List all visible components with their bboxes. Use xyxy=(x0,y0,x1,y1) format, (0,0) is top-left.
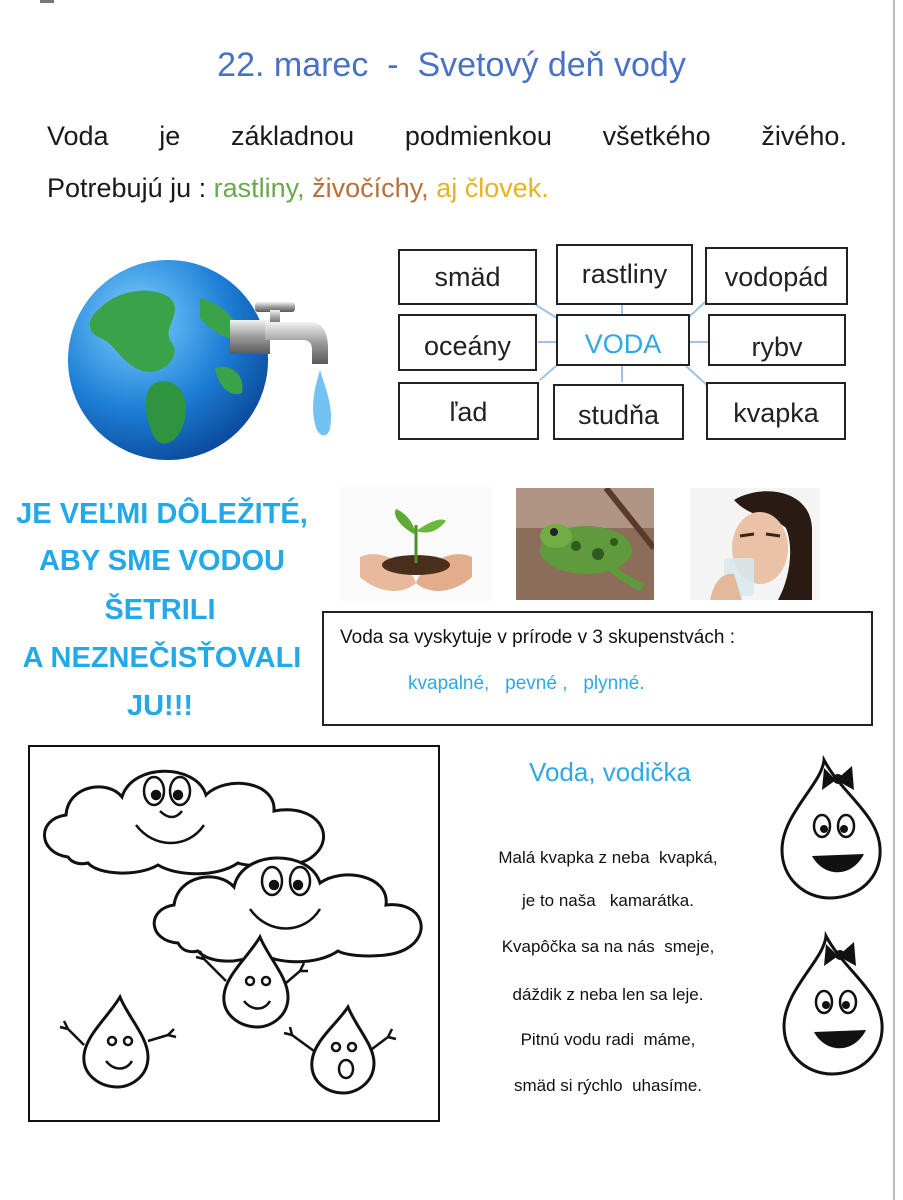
word-box-smad xyxy=(398,249,537,305)
poem-line: Malá kvapka z neba kvapká, xyxy=(498,848,718,867)
word-box-kvapka xyxy=(706,382,846,440)
word-label: rybv xyxy=(751,332,803,362)
intro-word: podmienkou xyxy=(404,121,552,151)
word-box-studna xyxy=(553,384,684,440)
plant-in-hands-photo xyxy=(340,487,492,601)
word-label: rastliny xyxy=(581,259,668,289)
word-label: studňa xyxy=(577,400,660,430)
word-box-ryby xyxy=(708,314,846,366)
intro-text xyxy=(47,110,847,214)
clouds-and-drops-coloring-picture xyxy=(28,745,440,1122)
globe-faucet-illustration xyxy=(60,258,350,468)
word-box-oceany xyxy=(398,314,537,371)
intro-prefix: Potrebujú ju : xyxy=(47,173,214,203)
water-states-list: kvapalné, pevné , plynné. xyxy=(408,673,645,694)
intro-word: je xyxy=(159,121,181,151)
water-states-text: Voda sa vyskytuje v prírode v 3 skupenstvách : xyxy=(340,627,735,648)
intro-word: živého. xyxy=(761,121,847,151)
word-label: kvapka xyxy=(733,398,819,428)
word-box-lad xyxy=(398,382,539,440)
intro-word: základnou xyxy=(231,121,355,151)
water-states-box xyxy=(322,611,873,726)
word-map-center-voda xyxy=(556,314,690,366)
poem-line: Pitnú vodu radi máme, xyxy=(520,1030,696,1049)
page-title: 22. marec - Svetový deň vody xyxy=(217,46,686,84)
word-label: smäd xyxy=(434,262,501,292)
needs-animals: živočíchy, xyxy=(312,173,429,203)
needs-plants: rastliny, xyxy=(213,173,305,203)
drop-character-top xyxy=(772,754,890,904)
slogan-line: ŠETRILI xyxy=(104,594,216,626)
poem-line: Kvapôčka sa na nás smeje, xyxy=(501,937,715,956)
intro-word: Voda xyxy=(47,121,109,151)
word-label: oceány xyxy=(423,331,512,361)
woman-drinking-photo xyxy=(690,488,820,600)
word-label: vodopád xyxy=(724,262,829,292)
poem-line: smäd si rýchlo uhasíme. xyxy=(513,1076,702,1095)
slogan-line: JU!!! xyxy=(126,690,194,722)
slogan-line: A NEZNEČISŤOVALI xyxy=(22,642,302,674)
needs-human: aj človek. xyxy=(436,173,549,203)
word-label: ľad xyxy=(449,397,488,427)
slogan-line: ABY SME VODOU xyxy=(38,545,285,577)
poem-title: Voda, vodička xyxy=(529,757,691,787)
poem-line: je to naša kamarátka. xyxy=(522,891,694,910)
frog-photo xyxy=(516,488,654,600)
center-label: VODA xyxy=(584,329,662,359)
word-box-vodopad xyxy=(705,247,848,305)
drop-character-bottom xyxy=(774,930,892,1080)
intro-line-2 xyxy=(47,162,847,214)
intro-word: všetkého xyxy=(602,121,711,151)
intro-line-1 xyxy=(47,110,847,162)
word-box-rastliny xyxy=(556,244,693,305)
slogan-line: JE VEĽMI DÔLEŽITÉ, xyxy=(16,498,308,530)
poem-line: dáždik z neba len sa leje. xyxy=(512,985,704,1004)
